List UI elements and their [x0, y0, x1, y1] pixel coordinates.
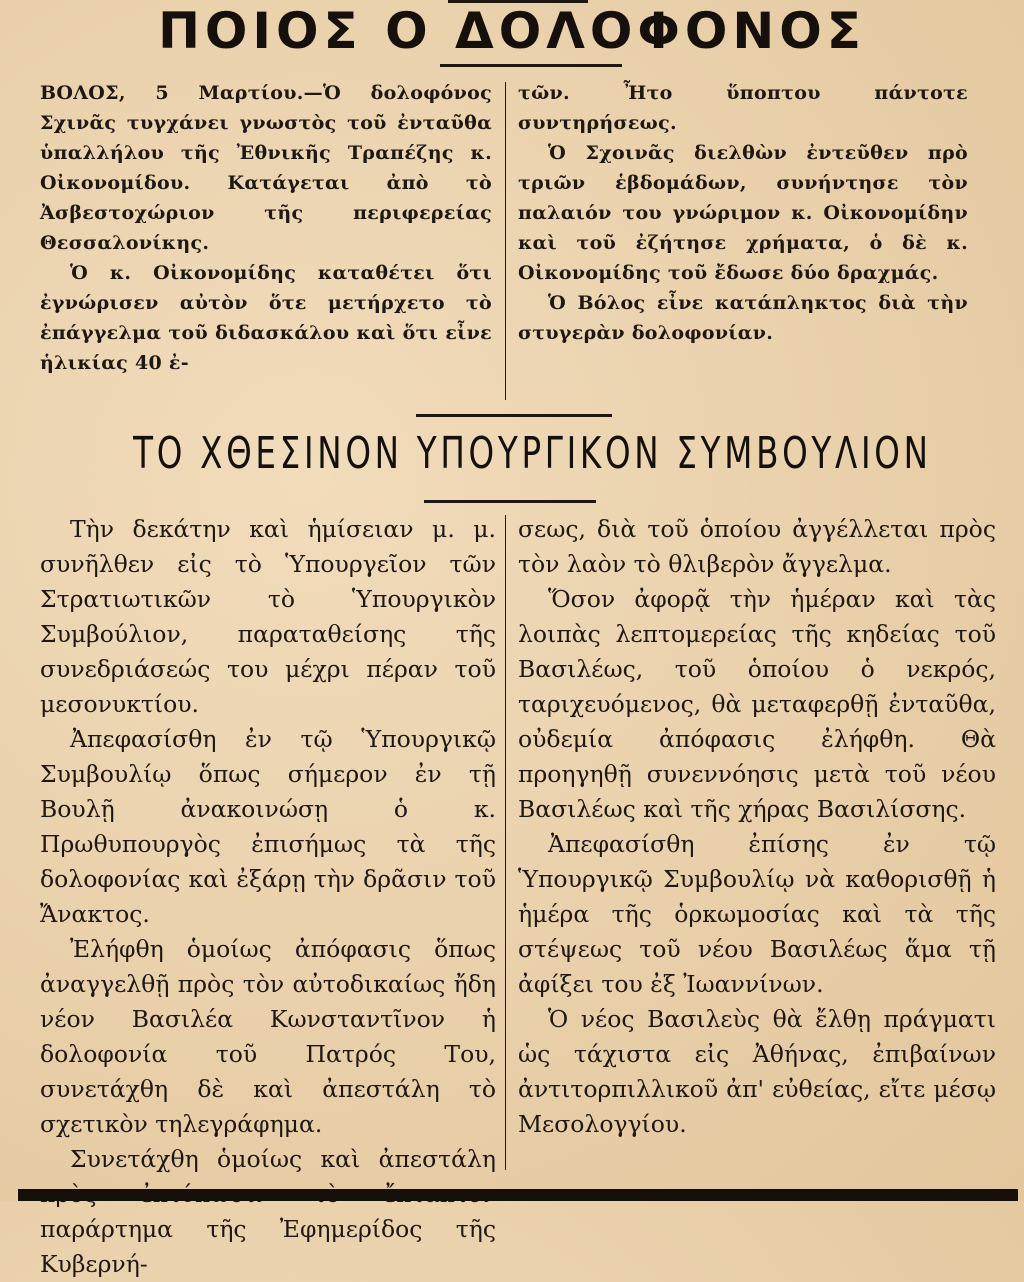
column-divider-1: [505, 82, 506, 400]
article1-paragraph: Ὁ Σχοινᾶς διελθὼν ἐντεῦθεν πρὸ τριῶν ἑβδομάδων, συνήντησε τὸν παλαιόν του γνώριμον κ. Οἰκονομίδην καὶ τοῦ ἐζήτησε χρήματα, ὁ δὲ κ. Οἰκονομίδης τοῦ ἔδωσε δύο δραχμάς.: [518, 142, 968, 284]
article2-paragraph: Ἀπεφασίσθη ἐπίσης ἐν τῷ Ὑπουργικῷ Συμβουλίῳ νὰ καθορισθῇ ἡ ἡμέρα τῆς ὁρκωμοσίας καὶ τὰ τῆς στέψεως τοῦ νέου Βασιλέως ἅμα τῇ ἀφίξει του ἐξ Ἰωαννίνων.: [518, 830, 996, 998]
headline-underline-2: [424, 500, 596, 503]
article1-paragraph: τῶν. Ἦτο ὕποπτου πάντοτε συντηρήσεως.: [518, 82, 968, 134]
article1-paragraph: Ὁ κ. Οἰκονομίδης καταθέτει ὅτι ἐγνώρισεν αὐτὸν ὅτε μετήρχετο τὸ ἐπάγγελμα τοῦ διδασκάλου καὶ ὅτι εἶνε ἡλικίας 40 ἐ-: [40, 262, 492, 374]
column-divider-2: [505, 515, 506, 1170]
article2-paragraph: Ἀπεφασίσθη ἐν τῷ Ὑπουργικῷ Συμβουλίῳ ὅπως σήμερον ἐν τῇ Βουλῇ ἀνακοινώσῃ ὁ κ. Πρωθυπουργὸς ἐπισήμως τὰ τῆς δολοφονίας καὶ ἐξάρῃ τὴν δρᾶσιν τοῦ Ἄνακτος.: [40, 725, 496, 928]
article1-column-left: [40, 78, 492, 378]
bottom-rule: [18, 1189, 1018, 1201]
article2-column-left: [40, 512, 496, 1282]
headline-killer: ΠΟΙΟΣ Ο ΔΟΛΟΦΟΝΟΣ: [158, 2, 866, 60]
article2-paragraph: Ὁ νέος Βασιλεὺς θὰ ἔλθῃ πράγματι ὡς τάχιστα εἰς Ἀθήνας, ἐπιβαίνων ἀντιτορπιλλικοῦ ἀπ' εὐθείας, εἴτε μέσῳ Μεσολογγίου.: [518, 1005, 996, 1138]
article2-paragraph: Συνετάχθη ὁμοίως καὶ ἀπεστάλη παράρτημα τῆς Ἐφημερίδος τῆς Κυβερνή-: [40, 1145, 496, 1278]
section-separator: [416, 414, 612, 417]
headline-underline-1: [440, 64, 622, 67]
paragraph-text: Ὁ δολοφόνος Σχινᾶς τυγχάνει γνωστὸς τοῦ ἐνταῦθα ὑπαλλήλου τῆς Ἐθνικῆς Τραπέζης κ. Οἰκονομίδου. Κατάγεται ἀπὸ τὸ Ἀσβεστοχώριον τῆς περιφερείας Θεσσαλονίκης.: [40, 82, 492, 254]
article2-paragraph: Ὅσον ἀφορᾷ τὴν ἡμέραν καὶ τὰς λοιπὰς λεπτομερείας τῆς κηδείας τοῦ Βασιλέως, τοῦ ὁποίου ὁ νεκρός, ταριχευόμενος, θὰ μεταφερθῇ ἐνταῦθα, οὐδεμία ἀπόφασις ἐλήφθη. Θὰ προηγηθῇ συνεννόησις μετὰ τοῦ νέου Βασιλέως καὶ τῆς χήρας Βασιλίσσης.: [518, 585, 996, 823]
article1-paragraph: [40, 78, 492, 258]
dateline: ΒΟΛΟΣ, 5 Μαρτίου.—: [40, 82, 323, 104]
article2-paragraph: Τὴν δεκάτην καὶ ἡμίσειαν μ. μ. συνῆλθεν εἰς τὸ Ὑπουργεῖον τῶν Στρατιωτικῶν τὸ Ὑπουργικὸν Συμβούλιον, παραταθείσης τῆς συνεδριάσεώς του μέχρι πέραν τοῦ μεσονυκτίου.: [40, 515, 496, 718]
headline-cabinet-council: ΤΟ ΧΘΕΣΙΝΟΝ ΥΠΟΥΡΓΙΚΟΝ ΣΥΜΒΟΥΛΙΟΝ: [133, 428, 932, 479]
article2-column-right: [518, 512, 996, 1142]
article1-paragraph: Ὁ Βόλος εἶνε κατάπληκτος διὰ τὴν στυγερὰν δολοφονίαν.: [518, 292, 968, 344]
article1-column-right: [518, 78, 968, 348]
article2-paragraph: σεως, διὰ τοῦ ὁποίου ἀγγέλλεται πρὸς τὸν λαὸν τὸ θλιβερὸν ἄγγελμα.: [518, 515, 996, 578]
article2-paragraph: Ἐλήφθη ὁμοίως ἀπόφασις ὅπως ἀναγγελθῇ πρὸς τὸν αὐτοδικαίως ἤδη νέον Βασιλέα Κωνσταντῖνον ἡ δολοφονία τοῦ Πατρός Του, συνετάχθη δὲ καὶ ἀπεστάλη τὸ σχετικὸν τηλεγράφημα.: [40, 935, 496, 1138]
